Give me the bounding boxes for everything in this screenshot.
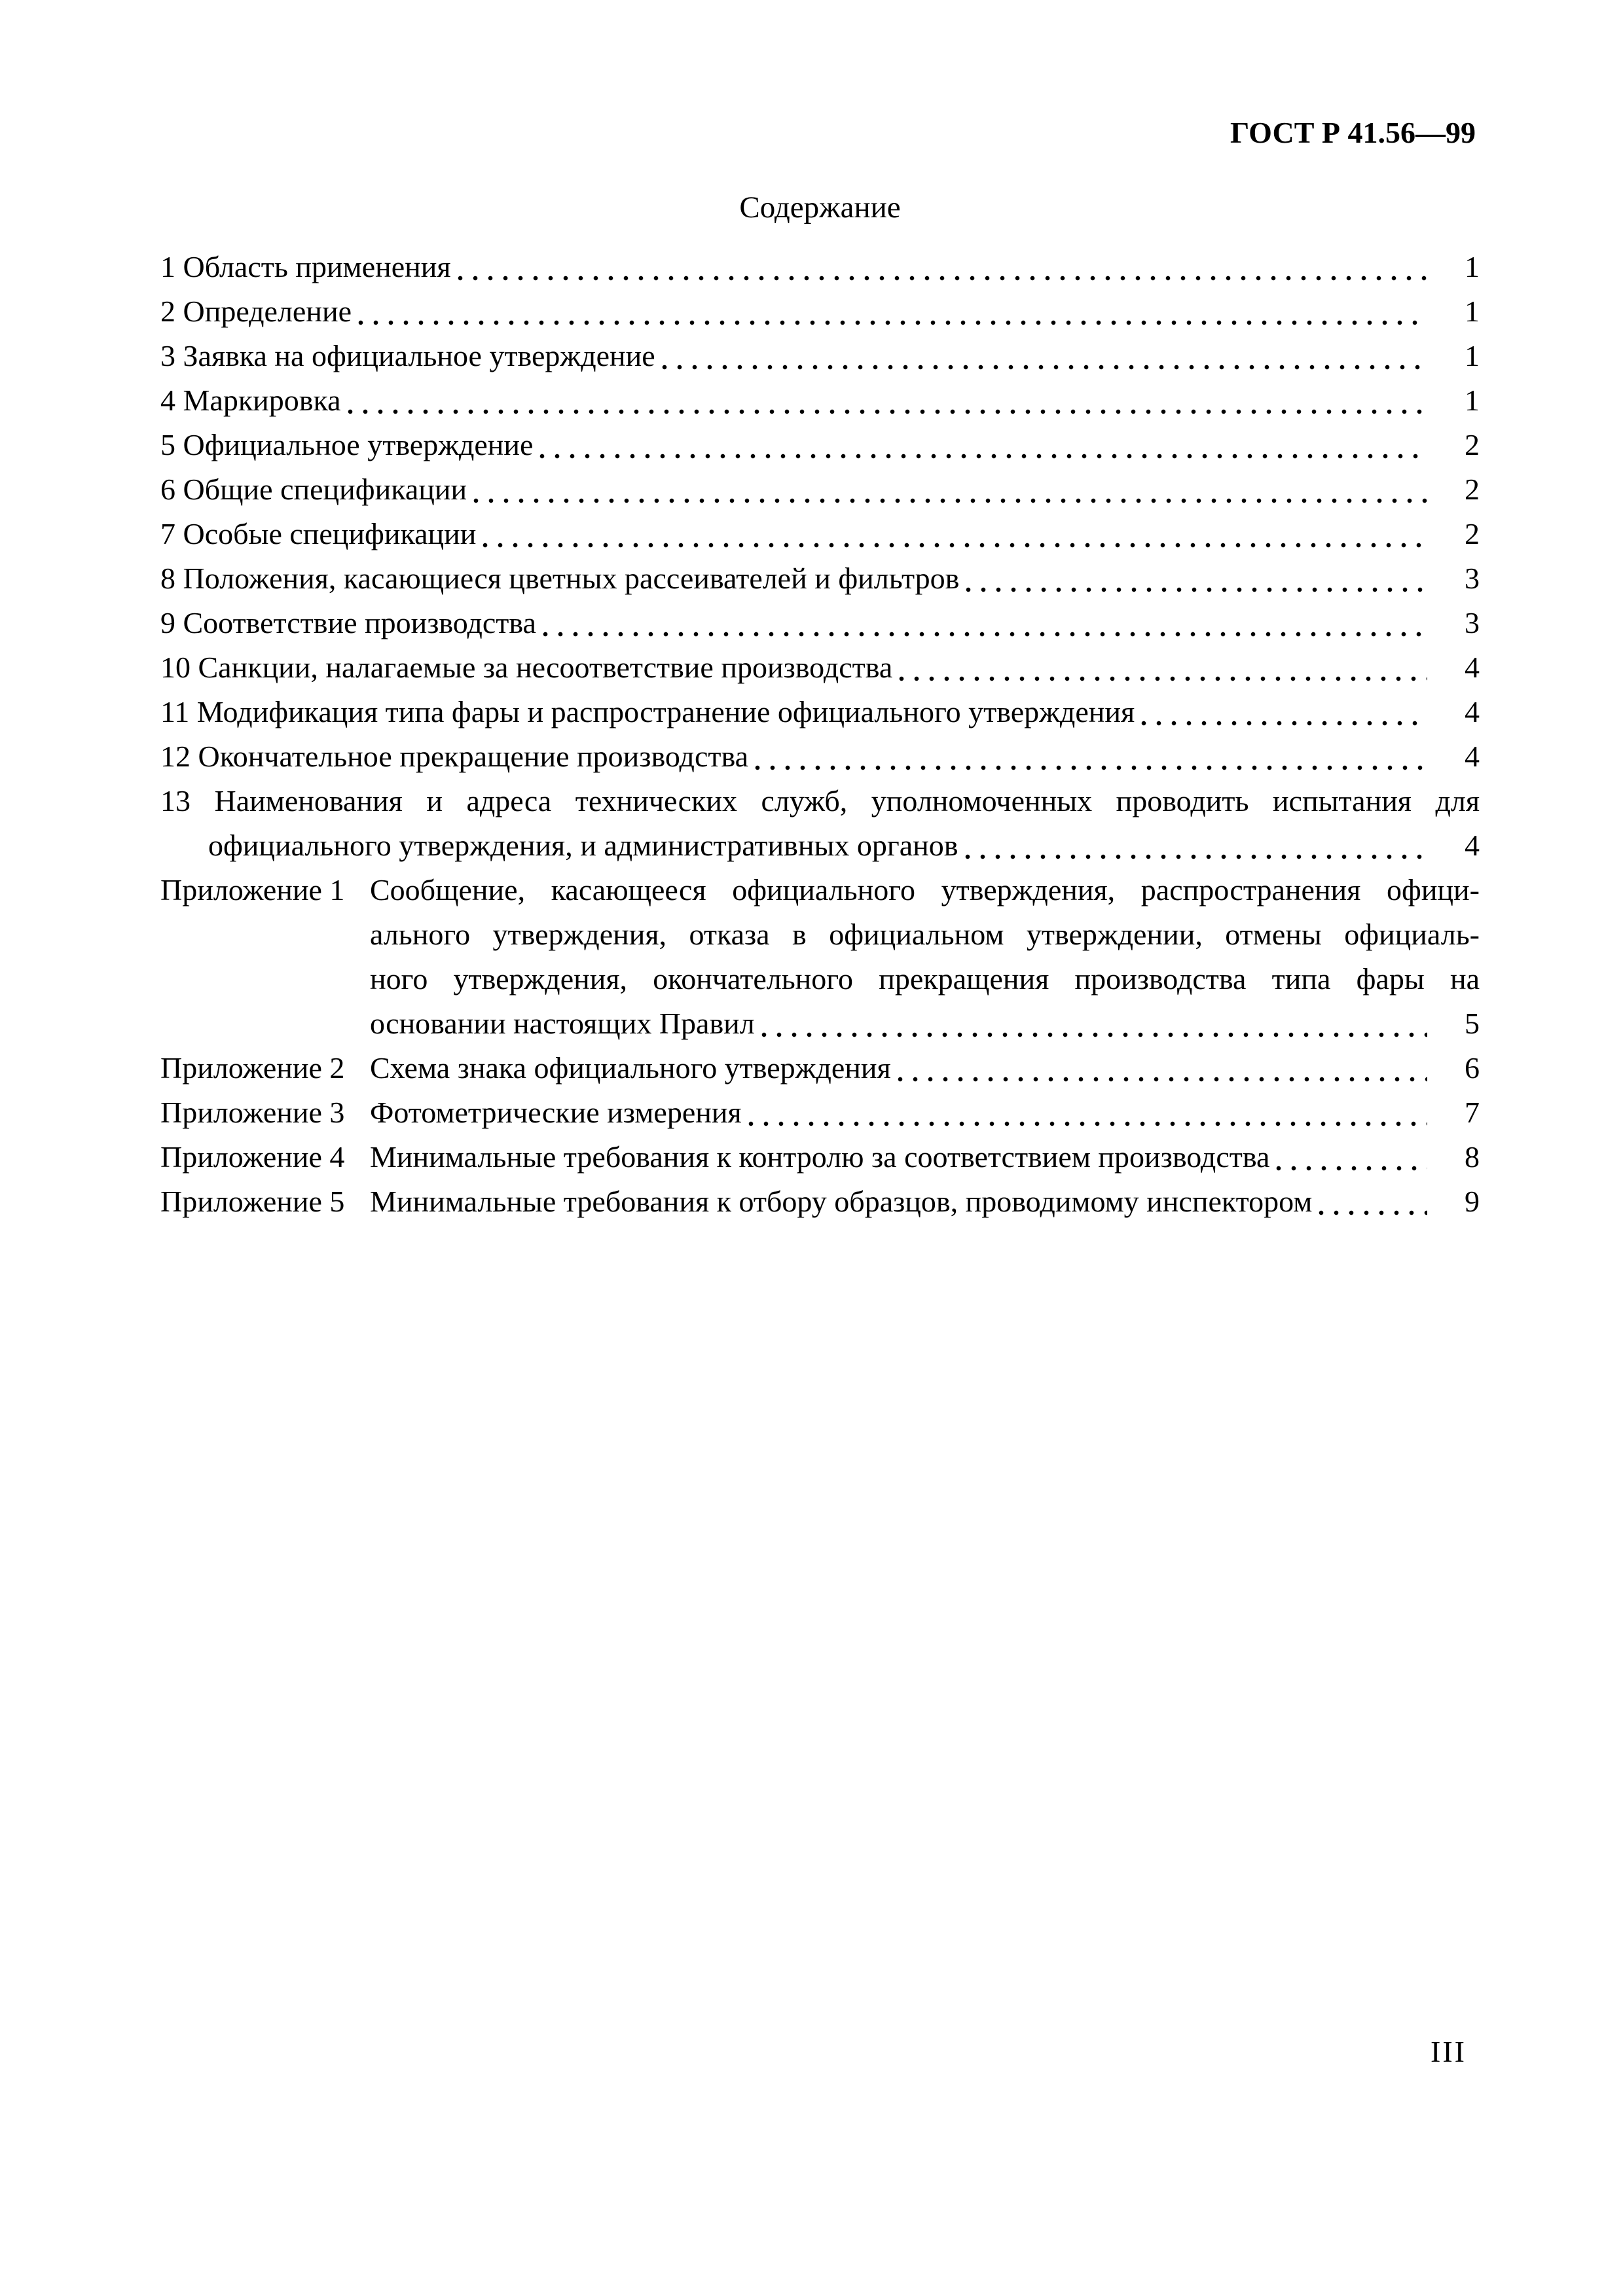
dot-leader <box>899 645 1427 690</box>
toc-appendix-entry <box>160 1135 1480 1179</box>
toc-entry-13 <box>160 779 1480 868</box>
toc-entry <box>160 690 1480 734</box>
toc-page-number: 2 <box>1465 428 1480 461</box>
toc-page-number: 8 <box>1465 1140 1480 1174</box>
toc-page-number: 2 <box>1465 473 1480 506</box>
toc-entry <box>160 467 1480 512</box>
dot-leader <box>1319 1179 1427 1224</box>
dot-leader <box>966 556 1427 601</box>
toc-appendix-entry <box>160 868 1480 1046</box>
toc-entry-text: 3 Заявка на официальное утверждение <box>160 339 655 372</box>
page-title: Содержание <box>739 190 901 224</box>
appendix-label: Приложение 3 <box>160 1096 345 1129</box>
toc-page-number: 4 <box>1465 695 1480 728</box>
dot-leader <box>458 245 1427 289</box>
dot-leader <box>755 734 1427 779</box>
appendix-label: Приложение 2 <box>160 1051 345 1085</box>
toc-entry <box>160 334 1480 378</box>
toc-page-number: 7 <box>1465 1096 1480 1129</box>
appendix-label: Приложение 4 <box>160 1140 345 1174</box>
appendix-text-line: Минимальные требования к отбору образцов, проводимому инспектором <box>370 1185 1313 1218</box>
toc-page-number: 6 <box>1465 1051 1480 1085</box>
toc-entry-text: 5 Официальное утверждение <box>160 428 534 461</box>
appendix-text-line: ного утверждения, окончательного прекращения производства типа фары на <box>370 962 1480 996</box>
toc-entry <box>160 289 1480 334</box>
toc-appendix-entry <box>160 1179 1480 1224</box>
toc-entry <box>160 556 1480 601</box>
toc-entry-text-line2: официального утверждения, и административных органов <box>208 829 958 862</box>
dot-leader <box>358 289 1427 334</box>
toc-entry-text: 4 Маркировка <box>160 384 341 417</box>
toc-page-number: 1 <box>1465 339 1480 372</box>
toc-entry-text: 1 Область применения <box>160 250 451 283</box>
document-code-header: ГОСТ Р 41.56—99 <box>1230 116 1476 149</box>
toc-entry <box>160 512 1480 556</box>
toc-entry <box>160 245 1480 289</box>
dot-leader <box>761 1001 1427 1046</box>
toc-entry-text: 11 Модификация типа фары и распространение официального утверждения <box>160 695 1135 728</box>
dot-leader <box>473 467 1427 512</box>
dot-leader <box>898 1046 1427 1090</box>
toc-page-number: 4 <box>1465 829 1480 862</box>
dot-leader <box>748 1090 1427 1135</box>
toc-entry-text: 10 Санкции, налагаемые за несоответствие производства <box>160 651 893 684</box>
toc-appendix-entry <box>160 1046 1480 1090</box>
toc-entry-text: 9 Соответствие производства <box>160 606 536 639</box>
toc-page-number: 3 <box>1465 606 1480 639</box>
appendix-text-line: ального утверждения, отказа в официальном утверждении, отмены официаль- <box>370 918 1480 951</box>
toc-entry <box>160 734 1480 779</box>
dot-leader <box>1141 690 1427 734</box>
toc-entry <box>160 423 1480 467</box>
toc-entry-text: 2 Определение <box>160 295 352 328</box>
toc-entry <box>160 601 1480 645</box>
toc-page-number: 1 <box>1465 250 1480 283</box>
appendix-text-line: Сообщение, касающееся официального утверждения, распространения офици- <box>370 873 1480 906</box>
toc-page-number: 1 <box>1465 384 1480 417</box>
dot-leader <box>1276 1135 1427 1179</box>
toc-entry-text-line1: 13 Наименования и адреса технических служб, уполномоченных проводить испытания для <box>160 784 1480 817</box>
toc-entry-text: 6 Общие спецификации <box>160 473 467 506</box>
toc-page-number: 3 <box>1465 562 1480 595</box>
toc-page-number: 2 <box>1465 517 1480 550</box>
toc-page-number: 5 <box>1465 1007 1480 1040</box>
dot-leader <box>483 512 1427 556</box>
appendix-label: Приложение 1 <box>160 873 345 906</box>
appendix-text-line: Минимальные требования к контролю за соответствием производства <box>370 1140 1270 1174</box>
toc-entry <box>160 645 1480 690</box>
dot-leader <box>965 823 1427 868</box>
dot-leader <box>348 378 1427 423</box>
dot-leader <box>543 601 1427 645</box>
table-of-contents <box>160 245 1480 1224</box>
toc-page-number: 4 <box>1465 651 1480 684</box>
toc-entry-text: 7 Особые спецификации <box>160 517 477 550</box>
appendix-text-line: Схема знака официального утверждения <box>370 1051 891 1085</box>
toc-appendix-entry <box>160 1090 1480 1135</box>
toc-page-number: 4 <box>1465 740 1480 773</box>
footer-page-number: III <box>1431 2035 1467 2068</box>
appendix-text-line: основании настоящих Правил <box>370 1007 755 1040</box>
toc-entry-text: 12 Окончательное прекращение производства <box>160 740 748 773</box>
toc-entry <box>160 378 1480 423</box>
dot-leader <box>662 334 1427 378</box>
dot-leader <box>539 423 1427 467</box>
toc-entry-text: 8 Положения, касающиеся цветных рассеивателей и фильтров <box>160 562 960 595</box>
appendix-text-line: Фотометрические измерения <box>370 1096 742 1129</box>
appendix-label: Приложение 5 <box>160 1185 345 1218</box>
toc-page-number: 1 <box>1465 295 1480 328</box>
toc-page-number: 9 <box>1465 1185 1480 1218</box>
